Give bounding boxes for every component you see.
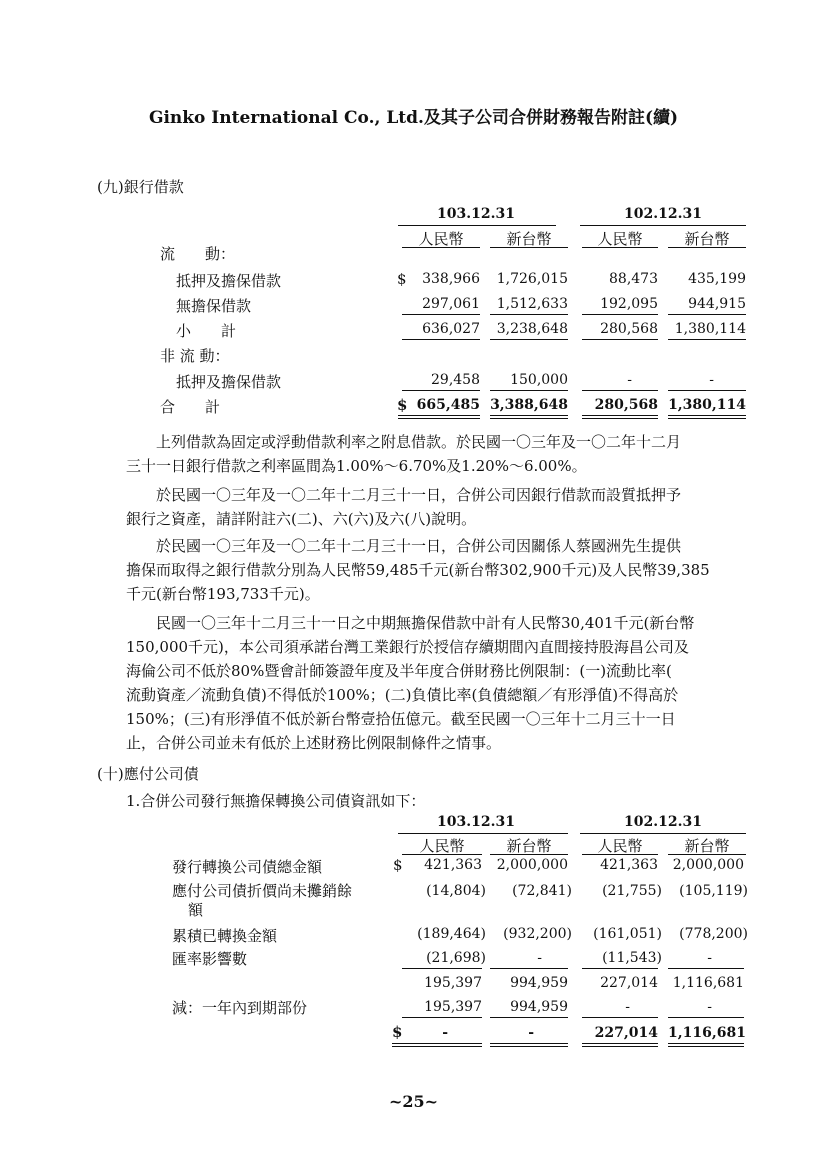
cell-value: - xyxy=(709,372,714,388)
row-label: 匯率影響數 xyxy=(172,950,248,968)
divider xyxy=(668,314,746,315)
dollar-sign: $ xyxy=(392,1023,403,1041)
divider xyxy=(402,968,482,969)
divider xyxy=(580,225,746,226)
paragraph-line: 150,000千元)，本公司須承諾台灣工業銀行於授信存續期間內直間接持股海昌公司及 xyxy=(126,638,689,656)
cell-value: - xyxy=(707,999,712,1015)
paragraph-line: 民國一〇三年十二月三十一日之中期無擔保借款中計有人民幣30,401千元(新台幣 xyxy=(126,614,695,632)
double-underline xyxy=(490,415,568,419)
cell-value: 88,473 xyxy=(609,271,658,287)
divider xyxy=(582,247,658,248)
cell-value: 665,485 xyxy=(416,397,480,413)
bond-intro: 1.合併公司發行無擔保轉換公司債資訊如下： xyxy=(126,792,426,810)
row-label-continued: 額 xyxy=(188,901,204,919)
cell-value: 227,014 xyxy=(600,975,658,991)
page-number: ~25~ xyxy=(388,1092,439,1111)
row-label: 抵押及擔保借款 xyxy=(176,272,282,290)
cell-value: 280,568 xyxy=(594,397,658,413)
cell-value: 994,959 xyxy=(510,975,568,991)
dollar-sign: $ xyxy=(397,270,407,288)
paragraph-line: 於民國一〇三年及一〇二年十二月三十一日，合併公司因關係人蔡國洲先生提供 xyxy=(126,537,682,555)
currency-header-rmb: 人民幣 xyxy=(597,230,643,248)
cell-value: - xyxy=(625,999,630,1015)
cell-value: 195,397 xyxy=(424,999,482,1015)
row-label: 小 計 xyxy=(176,322,237,340)
double-underline xyxy=(490,1043,568,1047)
double-underline xyxy=(582,415,658,419)
row-label: 抵押及擔保借款 xyxy=(176,373,282,391)
cell-value: 994,959 xyxy=(510,999,568,1015)
page-title: Ginko International Co., Ltd.及其子公司合併財務報告附註(續) xyxy=(148,108,679,128)
cell-value: - xyxy=(528,1025,534,1041)
cell-value: - xyxy=(537,950,542,966)
cell-value: (11,543) xyxy=(602,950,662,966)
cell-value: 944,915 xyxy=(688,296,746,312)
cell-value: (778,200) xyxy=(679,926,748,942)
currency-header-rmb: 人民幣 xyxy=(597,837,643,855)
cell-value: 2,000,000 xyxy=(496,857,568,873)
double-underline xyxy=(398,415,480,419)
divider xyxy=(402,314,480,315)
cell-value: 435,199 xyxy=(688,271,746,287)
divider xyxy=(490,1017,568,1018)
divider xyxy=(402,1017,482,1018)
paragraph-interest xyxy=(126,430,681,478)
divider xyxy=(402,247,480,248)
cell-value: 338,966 xyxy=(422,271,480,287)
paragraph-line: 銀行之資產，請詳附註六(二)、六(六)及六(八)說明。 xyxy=(126,510,477,528)
period-header-2014: 103.12.31 xyxy=(437,814,515,830)
currency-header-ntd: 新台幣 xyxy=(684,230,730,248)
divider xyxy=(490,339,568,340)
cell-value: (72,841) xyxy=(512,883,572,899)
paragraph-line: 千元(新台幣193,733千元)。 xyxy=(126,585,320,603)
currency-header-rmb: 人民幣 xyxy=(418,230,464,248)
cell-value: 297,061 xyxy=(422,296,480,312)
row-label-current: 流 動： xyxy=(160,245,236,263)
double-underline xyxy=(668,1043,744,1047)
divider xyxy=(668,1017,744,1018)
paragraph-line: 上列借款為固定或浮動借款利率之附息借款。於民國一〇三年及一〇二年十二月 xyxy=(126,433,682,451)
cell-value: 1,512,633 xyxy=(496,296,568,312)
divider xyxy=(490,247,568,248)
double-underline xyxy=(582,1043,658,1047)
row-label: 減：一年內到期部份 xyxy=(172,999,308,1017)
divider xyxy=(398,225,556,226)
cell-value: 1,380,114 xyxy=(668,397,746,413)
cell-value: (14,804) xyxy=(426,883,486,899)
row-label: 累積已轉換金額 xyxy=(172,927,278,945)
currency-header-ntd: 新台幣 xyxy=(684,837,730,855)
row-label-noncurrent: 非 流 動： xyxy=(160,347,230,365)
paragraph-line: 擔保而取得之銀行借款分別為人民幣59,485千元(新台幣302,900千元)及人民幣39,385 xyxy=(126,561,710,579)
cell-value: 421,363 xyxy=(424,857,482,873)
cell-value: - xyxy=(627,372,632,388)
cell-value: 3,388,648 xyxy=(490,397,568,413)
period-header-2013: 102.12.31 xyxy=(624,206,702,222)
divider xyxy=(668,390,746,391)
paragraph-line: 流動資產／流動負債)不得低於100%；(二)負債比率(負債總額／有形淨值)不得高於 xyxy=(126,686,679,704)
period-header-2014: 103.12.31 xyxy=(437,206,515,222)
cell-value: 1,380,114 xyxy=(674,321,746,337)
divider xyxy=(582,968,658,969)
divider xyxy=(490,854,568,855)
currency-header-ntd: 新台幣 xyxy=(506,230,552,248)
currency-header-ntd: 新台幣 xyxy=(506,837,552,855)
cell-value: 1,116,681 xyxy=(668,1025,746,1041)
dollar-sign: $ xyxy=(393,856,403,874)
cell-value: - xyxy=(442,1025,448,1041)
paragraph-line: 於民國一〇三年及一〇二年十二月三十一日，合併公司因銀行借款而設質抵押予 xyxy=(126,486,682,504)
cell-value: 280,568 xyxy=(600,321,658,337)
period-header-2013: 102.12.31 xyxy=(624,814,702,830)
divider xyxy=(402,339,480,340)
cell-value: 29,458 xyxy=(431,372,480,388)
divider xyxy=(580,833,746,834)
row-label-total: 合 計 xyxy=(160,398,221,416)
paragraph-line: 150%；(三)有形淨值不低於新台幣壹拾伍億元。截至民國一〇三年十二月三十一日 xyxy=(126,710,676,728)
currency-header-rmb: 人民幣 xyxy=(419,837,465,855)
cell-value: 192,095 xyxy=(600,296,658,312)
row-label: 無擔保借款 xyxy=(176,297,252,315)
section-heading-bank-loans: (九)銀行借款 xyxy=(97,178,184,196)
cell-value: (161,051) xyxy=(593,926,662,942)
cell-value: 150,000 xyxy=(510,372,568,388)
section-heading-bonds: (十)應付公司債 xyxy=(97,765,199,783)
divider xyxy=(582,339,658,340)
cell-value: 2,000,000 xyxy=(672,857,744,873)
cell-value: - xyxy=(707,950,712,966)
cell-value: (932,200) xyxy=(503,926,572,942)
paragraph-line: 三十一日銀行借款之利率區間為1.00%～6.70%及1.20%～6.00%。 xyxy=(126,457,587,475)
double-underline xyxy=(668,415,746,419)
row-label: 發行轉換公司債總金額 xyxy=(172,858,323,876)
double-underline xyxy=(392,1043,482,1047)
paragraph-covenants xyxy=(126,611,694,755)
cell-value: 636,027 xyxy=(422,321,480,337)
cell-value: (21,698) xyxy=(426,950,486,966)
cell-value: 3,238,648 xyxy=(496,321,568,337)
cell-value: 421,363 xyxy=(600,857,658,873)
cell-value: 227,014 xyxy=(594,1025,658,1041)
paragraph-line: 止，合併公司並未有低於上述財務比例限制條件之情事。 xyxy=(126,734,502,752)
cell-value: (189,464) xyxy=(417,926,486,942)
cell-value: (105,119) xyxy=(679,883,748,899)
cell-value: (21,755) xyxy=(602,883,662,899)
divider xyxy=(668,339,746,340)
cell-value: 195,397 xyxy=(424,975,482,991)
divider xyxy=(582,1017,658,1018)
divider xyxy=(490,968,568,969)
row-label: 應付公司債折價尚未攤銷餘 xyxy=(172,882,353,900)
divider xyxy=(668,854,746,855)
divider xyxy=(490,390,568,391)
divider xyxy=(582,390,658,391)
divider xyxy=(402,854,482,855)
dollar-sign: $ xyxy=(397,396,408,414)
divider xyxy=(668,247,746,248)
divider xyxy=(668,968,744,969)
paragraph-line: 海倫公司不低於80%暨會計師簽證年度及半年度合併財務比例限制：(一)流動比率( xyxy=(126,662,672,680)
cell-value: 1,726,015 xyxy=(496,271,568,287)
divider xyxy=(398,833,568,834)
divider xyxy=(490,314,568,315)
divider xyxy=(402,390,480,391)
paragraph-collateral xyxy=(126,483,681,531)
paragraph-guarantee xyxy=(126,534,710,606)
divider xyxy=(582,314,658,315)
divider xyxy=(582,854,658,855)
cell-value: 1,116,681 xyxy=(672,975,744,991)
